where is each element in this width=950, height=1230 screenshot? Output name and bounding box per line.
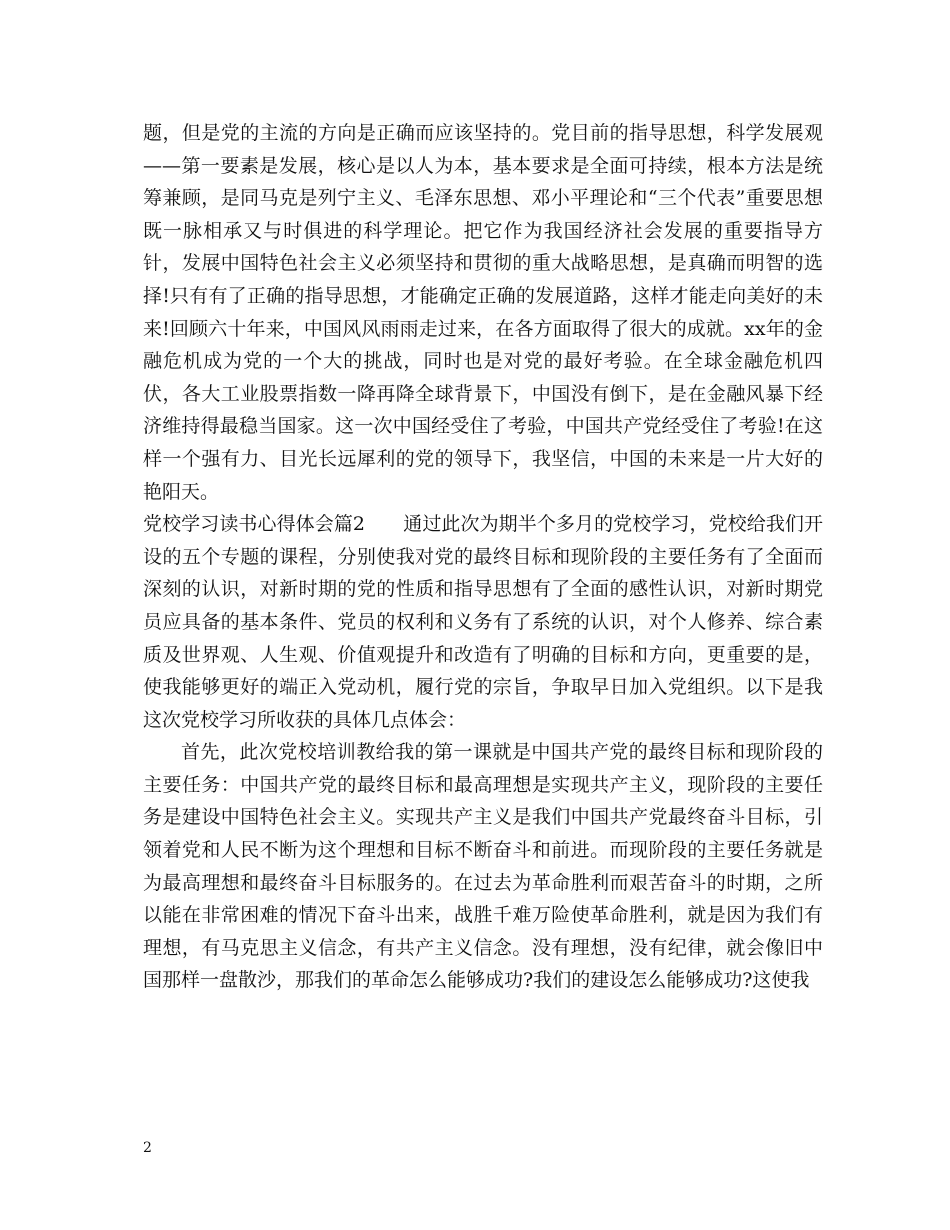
page-number: 2 xyxy=(143,1140,152,1156)
paragraph-section-heading: 党校学习读书心得体会篇2 通过此次为期半个多月的党校学习，党校给我们开设的五个专题的课程，分别使我对党的最终目标和现阶段的主要任务有了全面而深刻的认识，对新时期的党的性质和指导思想有了全面的感性认识，对新时期党员应具备的基本条件、党员的权利和义务有了系统的认识，对个人修养、综合素质及世界观、人生观、价值观提升和改造有了明确的目标和方向，更重要的是，使我能够更好的端正入党动机，履行党的宗旨，争取早日加入党组织。以下是我这次党校学习所收获的具体几点体会： xyxy=(143,513,823,731)
document-body xyxy=(143,117,823,997)
paragraph-first-point: 首先，此次党校培训教给我的第一课就是中国共产党的最终目标和现阶段的主要任务：中国共产党的最终目标和最高理想是实现共产主义，现阶段的主要任务是建设中国特色社会主义。实现共产主义是我们中国共产党最终奋斗目标，引领着党和人民不断为这个理想和目标不断奋斗和前进。而现阶段的主要任务就是为最高理想和最终奋斗目标服务的。在过去为革命胜利而艰苦奋斗的时期，之所以能在非常困难的情况下奋斗出来，战胜千难万险使革命胜利，就是因为我们有理想，有马克思主义信念，有共产主义信念。没有理想，没有纪律，就会像旧中国那样一盘散沙，那我们的革命怎么能够成功?我们的建设怎么能够成功?这使我 xyxy=(143,741,823,992)
paragraph-continuation: 题，但是党的主流的方向是正确而应该坚持的。党目前的指导思想，科学发展观——第一要素是发展，核心是以人为本，基本要求是全面可持续，根本方法是统筹兼顾，是同马克是列宁主义、毛泽东思想、邓小平理论和“三个代表”重要思想既一脉相承又与时俱进的科学理论。把它作为我国经济社会发展的重要指导方针，发展中国特色社会主义必须坚持和贯彻的重大战略思想，是真确而明智的选择!只有有了正确的指导思想，才能确定正确的发展道路，这样才能走向美好的未来!回顾六十年来，中国风风雨雨走过来，在各方面取得了很大的成就。xx年的金融危机成为党的一个大的挑战，同时也是对党的最好考验。在全球金融危机四伏，各大工业股票指数一降再降全球背景下，中国没有倒下，是在金融风暴下经济维持得最稳当国家。这一次中国经受住了考验，中国共产党经受住了考验!在这样一个强有力、目光长远犀利的党的领导下，我坚信，中国的未来是一片大好的艳阳天。 xyxy=(143,122,823,503)
